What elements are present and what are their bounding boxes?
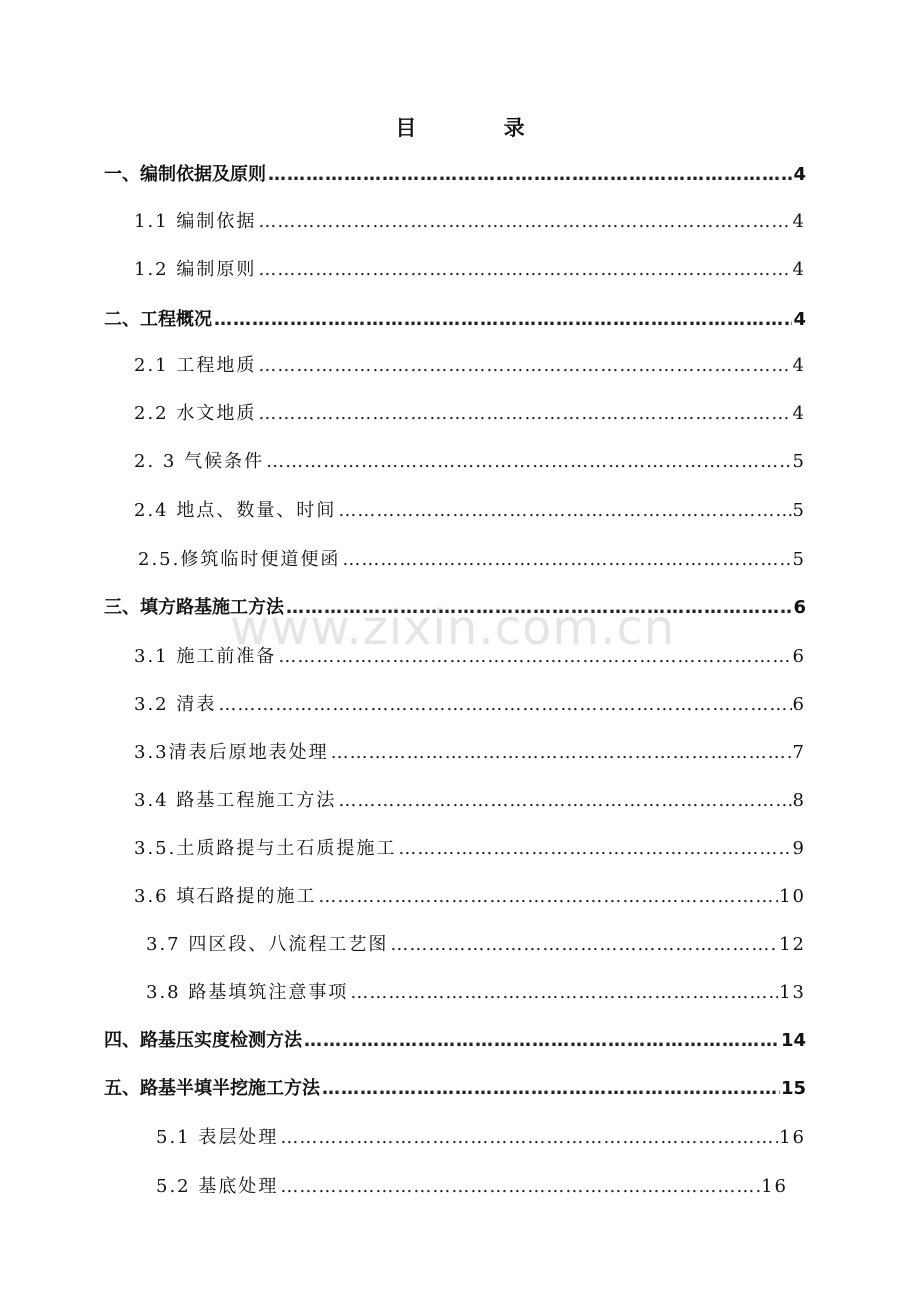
toc-page-number: 8 (792, 790, 806, 811)
toc-entry-label: 1.2 编制原则 (134, 259, 257, 280)
toc-dot-leader (258, 399, 791, 429)
toc-dot-leader (304, 1026, 780, 1056)
toc-entry-label: 3.7 四区段、八流程工艺图 (146, 934, 389, 955)
toc-page-number: 4 (792, 211, 806, 232)
toc-section-entry[interactable] (134, 642, 806, 672)
toc-page-number: 4 (792, 259, 806, 280)
toc-entry-label: 2. 3 气候条件 (134, 451, 265, 472)
toc-entry-label: 3.2 清表 (134, 694, 217, 715)
toc-entry-label: 2.5.修筑临时便道便函 (138, 549, 341, 570)
toc-section-entry[interactable] (134, 399, 806, 429)
toc-page-number: 13 (779, 982, 806, 1003)
toc-section-entry[interactable] (156, 1123, 806, 1153)
toc-dot-leader (258, 255, 791, 285)
toc-entry-label: 2.4 地点、数量、时间 (134, 500, 337, 521)
toc-section-entry[interactable] (156, 1172, 788, 1202)
toc-page-number: 15 (780, 1078, 806, 1099)
toc-dot-leader (350, 978, 778, 1008)
toc-entry-label: 5.1 表层处理 (156, 1127, 279, 1148)
toc-entry-label: 四、路基压实度检测方法 (104, 1030, 302, 1051)
toc-entry-label: 1.1 编制依据 (134, 211, 257, 232)
toc-page-number: 5 (792, 500, 806, 521)
toc-section-entry[interactable] (134, 738, 806, 768)
toc-dot-leader (278, 642, 791, 672)
toc-dot-leader (338, 496, 791, 526)
toc-dot-leader (280, 1172, 760, 1202)
toc-dot-leader (218, 690, 791, 720)
toc-entry-label: 2.1 工程地质 (134, 355, 257, 376)
toc-page-number: 4 (793, 309, 806, 330)
toc-page-number: 12 (779, 934, 806, 955)
toc-section-entry[interactable] (134, 255, 806, 285)
toc-page-number: 6 (792, 646, 806, 667)
toc-page-number: 6 (793, 597, 806, 618)
toc-page-number: 6 (792, 694, 806, 715)
toc-page-number: 4 (793, 164, 806, 185)
toc-dot-leader (258, 351, 791, 381)
toc-page-number: 4 (792, 403, 806, 424)
toc-entry-label: 五、路基半填半挖施工方法 (104, 1078, 320, 1099)
toc-section-entry[interactable] (134, 496, 806, 526)
toc-section-entry[interactable] (138, 545, 806, 575)
toc-dot-leader (342, 545, 791, 575)
toc-entry-label: 二、工程概况 (104, 309, 212, 330)
toc-chapter-entry[interactable] (104, 160, 806, 190)
toc-dot-leader (258, 207, 791, 237)
toc-dot-leader (266, 447, 791, 477)
toc-chapter-entry[interactable] (104, 593, 806, 623)
toc-section-entry[interactable] (134, 882, 806, 912)
toc-chapter-entry[interactable] (104, 305, 806, 335)
toc-entry-label: 三、填方路基施工方法 (104, 597, 284, 618)
toc-dot-leader (390, 930, 778, 960)
toc-dot-leader (398, 834, 791, 864)
toc-page-number: 4 (792, 355, 806, 376)
toc-entry-label: 5.2 基底处理 (156, 1176, 279, 1197)
toc-section-entry[interactable] (134, 207, 806, 237)
toc-page-number: 16 (779, 1127, 806, 1148)
toc-section-entry[interactable] (134, 834, 806, 864)
toc-dot-leader (331, 738, 792, 768)
toc-entry-label: 一、编制依据及原则 (104, 164, 266, 185)
toc-dot-leader (214, 305, 792, 335)
toc-section-entry[interactable] (134, 447, 806, 477)
toc-entry-label: 3.1 施工前准备 (134, 646, 277, 667)
toc-dot-leader (280, 1123, 778, 1153)
toc-section-entry[interactable] (134, 690, 806, 720)
toc-page-number: 10 (779, 886, 806, 907)
toc-page-number: 5 (792, 451, 806, 472)
toc-entry-label: 3.6 填石路提的施工 (134, 886, 317, 907)
toc-section-entry[interactable] (146, 930, 806, 960)
toc-entry-label: 2.2 水文地质 (134, 403, 257, 424)
toc-section-entry[interactable] (134, 786, 806, 816)
toc-dot-leader (338, 786, 791, 816)
toc-dot-leader (268, 160, 792, 190)
toc-title: 目 录 (395, 116, 565, 140)
toc-dot-leader (322, 1074, 780, 1104)
toc-page-number: 16 (761, 1176, 788, 1197)
toc-section-entry[interactable] (134, 351, 806, 381)
toc-page-number: 5 (792, 549, 806, 570)
toc-dot-leader (286, 593, 792, 623)
toc-chapter-entry[interactable] (104, 1074, 806, 1104)
watermark: www.zixin.com.cn (230, 600, 676, 656)
toc-chapter-entry[interactable] (104, 1026, 806, 1056)
toc-entry-label: 3.5.土质路提与土石质提施工 (134, 838, 397, 859)
toc-page-number: 7 (792, 742, 806, 763)
toc-dot-leader (318, 882, 778, 912)
toc-entry-label: 3.4 路基工程施工方法 (134, 790, 337, 811)
toc-page-number: 9 (792, 838, 806, 859)
toc-section-entry[interactable] (146, 978, 806, 1008)
toc-entry-label: 3.8 路基填筑注意事项 (146, 982, 349, 1003)
toc-page-number: 14 (780, 1030, 806, 1051)
toc-entry-label: 3.3清表后原地表处理 (134, 742, 329, 763)
